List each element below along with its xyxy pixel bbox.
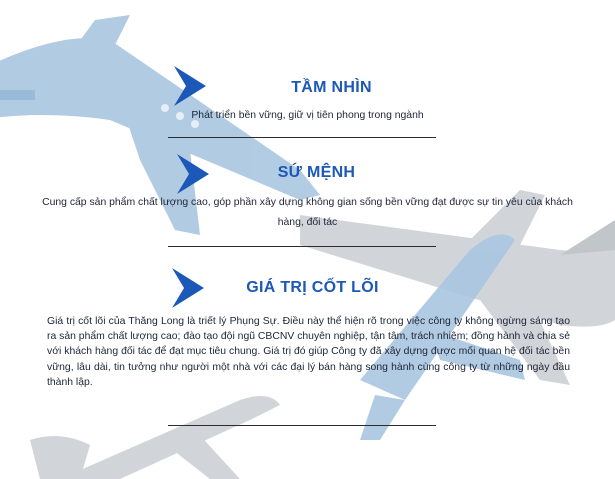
core-values-title: GIÁ TRỊ CỐT LÕI	[246, 279, 379, 296]
core-values-text: Giá trị cốt lõi của Thăng Long là triết lý Phụng Sự. Điều này thể hiện rõ trong việc công ty không ngừng sáng tạo ra sản phẩm chất lượng cao; đào tạo đội ngũ CBCNV chuyên nghiệp, tận tâm, trách nhiệm; đồng hành và chia sẻ với khách hàng đối tác để đạt mục tiêu chung. Giá trị đó giúp Công ty đã xây dựng được mối quan hệ đối tác bền vững, lâu dài, tin tưởng như người một nhà với các đại lý bán hàng song hành cùng công ty từ những ngày đầu thành lập.	[47, 316, 570, 388]
mission-text: Cung cấp sản phẩm chất lượng cao, góp phần xây dựng không gian sống bền vững đạt được sự tin yêu của khách hàng, đối tác	[42, 197, 573, 228]
divider	[168, 425, 436, 426]
divider	[168, 246, 436, 247]
vision-title: TẦM NHÌN	[291, 79, 372, 96]
vision-text: Phát triển bền vững, giữ vị tiên phong trong ngành	[191, 110, 424, 121]
divider	[168, 137, 436, 138]
mission-title: SỨ MỆNH	[277, 164, 356, 181]
